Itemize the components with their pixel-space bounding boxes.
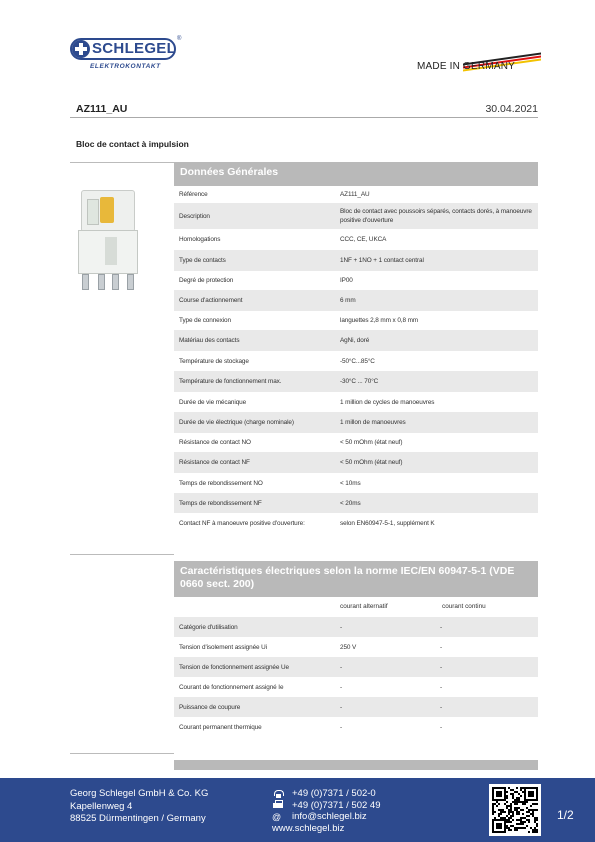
spec-row [174, 452, 538, 473]
spec-row [174, 351, 538, 371]
spec-row [174, 433, 538, 452]
general-data-table [174, 186, 538, 534]
spec-label: Référence [179, 191, 208, 198]
electrical-table [174, 617, 538, 737]
value-ac: - [340, 703, 343, 711]
value-dc: - [440, 643, 443, 651]
value-ac: - [340, 683, 343, 691]
value-ac: - [340, 623, 343, 631]
article-code: AZ111_AU [76, 103, 128, 115]
spec-value: 1NF + 1NO + 1 contact central [340, 257, 424, 264]
company-address [70, 788, 208, 826]
fax-number: +49 (0)7371 / 502 49 [292, 799, 381, 811]
spec-row [174, 271, 538, 290]
spec-value: Bloc de contact avec poussoirs séparés, contacts dorés, à manoeuvre positive d'ouverture [340, 208, 532, 224]
general-data-section [174, 162, 538, 534]
spec-value: 1 millon de manoeuvres [340, 419, 406, 426]
spec-row [174, 203, 538, 229]
electrical-label: Courant permanent thermique [179, 723, 262, 731]
fax-icon [272, 800, 286, 810]
logo-cross-icon [72, 40, 90, 58]
electrical-label: Puissance de coupure [179, 703, 241, 711]
spec-value: selon EN60947-5-1, supplément K [340, 520, 435, 527]
value-ac: - [340, 723, 343, 731]
spec-row [174, 473, 538, 493]
electrical-row [174, 657, 538, 677]
spec-label: Description [179, 212, 210, 220]
spec-label: Résistance de contact NF [179, 459, 250, 466]
general-data-title: Données Générales [174, 162, 538, 186]
left-divider [70, 554, 174, 555]
value-dc: - [440, 623, 443, 631]
spec-value: 1 million de cycles de manoeuvres [340, 398, 435, 406]
spec-label: Type de connexion [179, 317, 231, 324]
left-divider [70, 162, 174, 163]
header-divider [70, 117, 538, 118]
company-name: Georg Schlegel GmbH & Co. KG [70, 788, 209, 799]
spec-label: Matériau des contacts [179, 337, 240, 344]
electrical-label: Courant de fonctionnement assigné Ie [179, 683, 284, 691]
schlegel-logo [70, 38, 182, 72]
logo-subtitle: ELEKTROKONTAKT [90, 63, 161, 70]
spec-value: < 50 mOhm (état neuf) [340, 459, 403, 466]
at-icon: @ [272, 811, 282, 822]
electrical-row [174, 717, 538, 737]
electrical-row [174, 637, 538, 657]
spec-label: Résistance de contact NO [179, 439, 251, 446]
spec-value: AgNi, doré [340, 337, 370, 344]
electrical-column-headers [174, 597, 538, 617]
value-dc: - [440, 723, 443, 731]
next-section-header [174, 760, 538, 770]
spec-label: Homologations [179, 236, 221, 243]
spec-row [174, 371, 538, 392]
spec-label: Type de contacts [179, 257, 226, 264]
spec-row [174, 186, 538, 203]
phone-number[interactable]: +49 (0)7371 / 502-0 [292, 788, 376, 799]
spec-label: Température de stockage [179, 357, 249, 365]
column-dc: courant continu [442, 603, 486, 610]
product-actuator [81, 190, 135, 232]
product-terminal [127, 274, 134, 290]
spec-value: CCC, CE, UKCA [340, 236, 387, 243]
spec-row [174, 311, 538, 330]
company-street: Kapellenweg 4 [70, 800, 133, 812]
spec-value: < 20ms [340, 499, 361, 507]
spec-label: Température de fonctionnement max. [179, 378, 282, 385]
spec-value: IP00 [340, 277, 353, 284]
spec-value: < 10ms [340, 479, 361, 487]
spec-row [174, 290, 538, 311]
spec-label: Durée de vie électrique (charge nominale) [179, 419, 294, 426]
spec-row [174, 493, 538, 513]
spec-label: Contact NF à manoeuvre positive d'ouverture: [179, 520, 305, 527]
spec-label: Degré de protection [179, 277, 234, 284]
electrical-row [174, 697, 538, 717]
phone-icon [272, 789, 286, 799]
spec-value: < 50 mOhm (état neuf) [340, 439, 403, 446]
spec-row [174, 412, 538, 433]
page-number: 1/2 [557, 808, 574, 822]
product-housing [78, 230, 138, 274]
spec-label: Durée de vie mécanique [179, 398, 247, 406]
product-image [76, 188, 140, 293]
spec-row [174, 229, 538, 250]
made-in-germany: MADE IN GERMANY [417, 61, 516, 72]
value-ac: - [340, 663, 343, 671]
spec-value: 6 mm [340, 297, 356, 304]
value-dc: - [440, 663, 443, 671]
logo-name: SCHLEGEL [92, 40, 177, 57]
spec-label: Course d'actionnement [179, 297, 243, 304]
logo-registered-mark: ® [177, 36, 182, 42]
electrical-row [174, 677, 538, 697]
value-dc: - [440, 683, 443, 691]
spec-row [174, 250, 538, 271]
left-divider [70, 753, 174, 754]
product-terminal [82, 274, 89, 290]
value-dc: - [440, 703, 443, 711]
email-link[interactable]: info@schlegel.biz [292, 811, 367, 822]
electrical-label: Tension de fonctionnement assignée Ue [179, 663, 289, 671]
spec-row [174, 513, 538, 534]
electrical-row [174, 617, 538, 637]
spec-label: Temps de rebondissement NO [179, 479, 263, 487]
electrical-label: Tension d'isolement assignée Ui [179, 643, 267, 651]
spec-value: -30°C ... 70°C [340, 378, 379, 385]
company-city: 88525 Dürmentingen / Germany [70, 813, 206, 824]
spec-row [174, 330, 538, 351]
spec-row [174, 392, 538, 412]
column-ac: courant alternatif [340, 603, 388, 610]
qr-code[interactable] [489, 784, 541, 836]
spec-value: AZ111_AU [340, 191, 370, 198]
product-terminal [98, 274, 105, 290]
document-date: 30.04.2021 [485, 103, 538, 115]
spec-value: languettes 2,8 mm x 0,8 mm [340, 317, 419, 324]
company-contact [272, 788, 380, 834]
product-subtitle: Bloc de contact à impulsion [76, 139, 189, 149]
electrical-section [174, 561, 538, 737]
electrical-title: Caractéristiques électriques selon la norme IEC/EN 60947-5-1 (VDE 0660 sect. 200) [174, 561, 538, 597]
spec-label: Temps de rebondissement NF [179, 499, 262, 507]
product-terminal [112, 274, 119, 290]
electrical-label: Catégorie d'utilisation [179, 623, 238, 631]
value-ac: 250 V [340, 643, 357, 651]
footer [0, 778, 595, 842]
website-link[interactable]: www.schlegel.biz [272, 822, 345, 834]
spec-value: -50°C...85°C [340, 357, 375, 365]
